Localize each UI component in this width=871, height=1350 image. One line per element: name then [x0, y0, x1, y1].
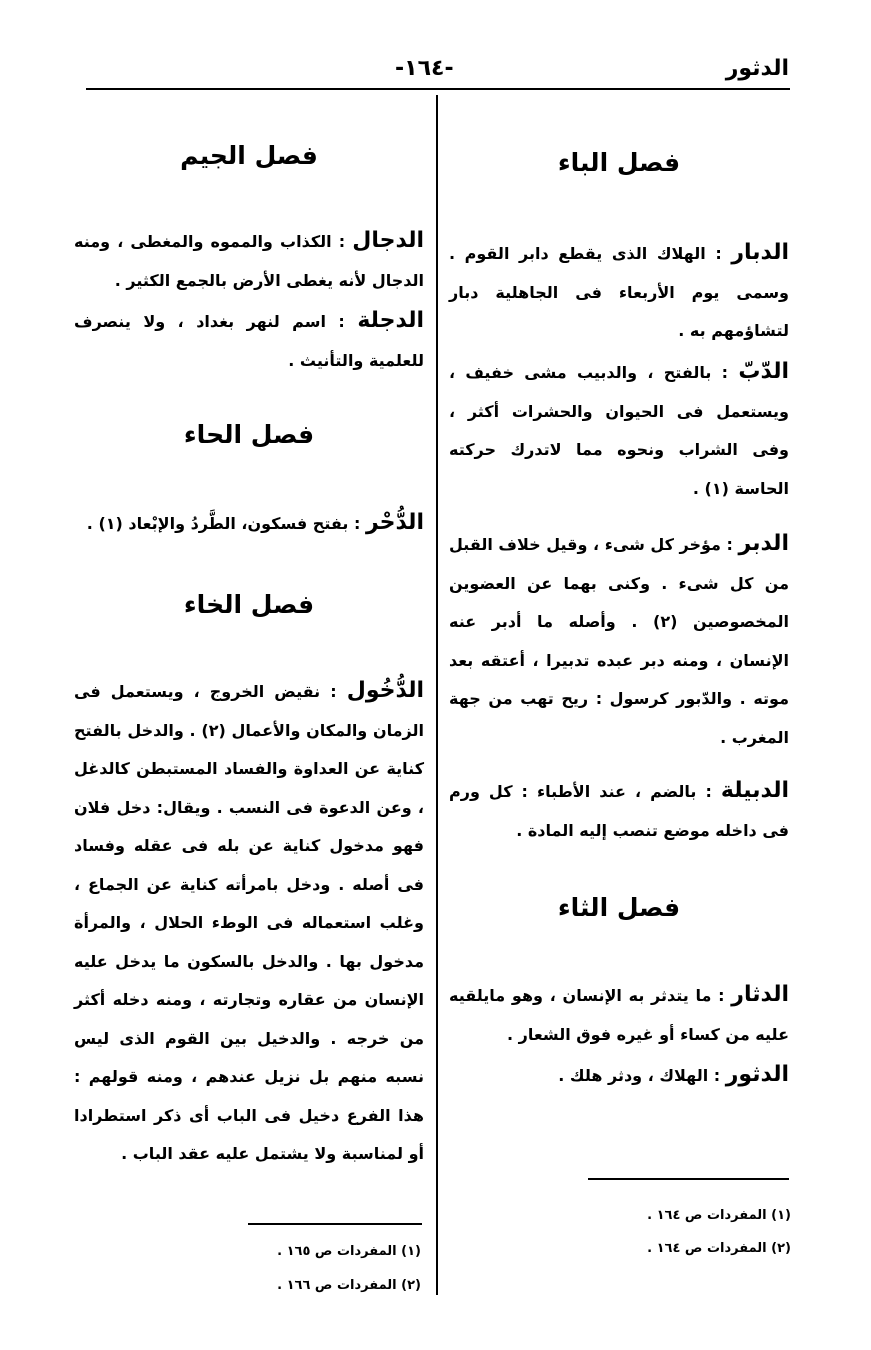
entry-dukhul: الدُّخُول : نقيض الخروج ، ويستعمل فى الزمان والمكان والأعمال (٢) . والدخل بالفتح كناية عن العداوة والفساد المستبطن كالدغل ، وعن الدعوة فى النسب . ويقال: دخل فلان فهو مدخول كناية عن بله فى عقله وفساد فى أصله . ودخل بامرأته كناية عن الجماع ، وغلب استعماله فى الوطء الحلال ، والمرأة مدخول بها . والدخل بالسكون ما يدخل عليه الإنسان من عقاره وتجارته ، ومنه دخله أكثر من خرجه . والدخيل بين القوم الذى ليس نسبه منهم بل نزيل عندهم ، ومنه قولهم : هذا الفرع دخيل فى الباب أى ذكر استطرادا أو لمناسبة ولا يشتمل عليه عقد الباب . — [74, 678, 424, 1163]
column-divider — [436, 95, 438, 1295]
entry-dajjal: الدجال : الكذاب والمموه والمغطى ، ومنه الدجال لأنه يغطى الأرض بالجمع الكثير . — [74, 228, 424, 290]
headword: الدثار — [731, 982, 789, 1007]
entry-dubur: الدبر : مؤخر كل شىء ، وقيل خلاف القبل من كل شىء . وكنى بهما عن العضوين المخصوصين (٢) . وأصله ما أدبر عنه الإنسان ، ومنه دبر عبده تدبيرا ، أعتقه بعد موته . والدّبور كرسول : ريح تهب من جهة المغرب . — [449, 531, 789, 747]
footnote-left-2: (٢) المفردات ص ١٦٦ . — [277, 1278, 421, 1293]
headword: الدبيلة — [720, 778, 789, 803]
headword: الدُّخُول — [346, 678, 424, 703]
entry-dithar: الدثار : ما يتدثر به الإنسان ، وهو مايلقيه عليه من كساء أو غيره فوق الشعار . — [449, 982, 789, 1044]
entry-dabb: الدّبّ : بالفتح ، والدبيب مشى خفيف ، ويستعمل فى الحيوان والحشرات أكثر ، وفى الشراب ونحوه مما لاتدرك حركته الحاسة (١) . — [449, 359, 789, 498]
section-title-baa: فصل الباء — [557, 148, 681, 177]
page-number: -١٦٤- — [395, 56, 454, 81]
footnote-rule-left — [248, 1223, 422, 1225]
headword: الدبار — [731, 240, 790, 265]
footnote-left-1: (١) المفردات ص ١٦٥ . — [277, 1244, 421, 1259]
entry-dibar: الدبار : الهلاك الذى يقطع دابر القوم . وسمى يوم الأربعاء فى الجاهلية دبار لتشاؤمهم به . — [449, 240, 790, 340]
headword: الدجال — [352, 228, 424, 253]
section-title-thaa: فصل الثاء — [557, 893, 681, 922]
entry-dijla: الدجلة : اسم لنهر بغداد ، ولا ينصرف للعلمية والتأنيث . — [74, 308, 424, 370]
headword: الدبر — [738, 531, 789, 556]
entry-dahr: الدُّحْر : بفتح فسكون، الطَّردُ والإبْعاد (١) . — [86, 510, 424, 535]
definition: الكذاب والمموه والمغطى ، ومنه الدجال لأنه يغطى الأرض بالجمع الكثير . — [74, 232, 424, 290]
definition: مؤخر كل شىء ، وقيل خلاف القبل من كل شىء . وكنى بهما عن العضوين المخصوصين (٢) . وأصله ما أدبر عنه الإنسان ، ومنه دبر عبده تدبيرا ، أعتقه بعد موته . والدّبور كرسول : ريح تهب من جهة المغرب . — [449, 535, 789, 747]
definition: اسم لنهر بغداد ، ولا ينصرف للعلمية والتأنيث . — [74, 312, 424, 370]
section-title-haa: فصل الحاء — [183, 420, 315, 449]
definition: ما يتدثر به الإنسان ، وهو مايلقيه عليه من كساء أو غيره فوق الشعار . — [449, 986, 789, 1044]
definition: بفتح فسكون، الطَّردُ والإبْعاد (١) . — [86, 514, 349, 533]
headword: الدثور — [725, 1062, 789, 1087]
footnote-right-2: (٢) المفردات ص ١٦٤ . — [647, 1241, 791, 1256]
definition: بالضم ، عند الأطباء : كل ورم فى داخله موضع تنصب إليه المادة . — [449, 782, 789, 840]
definition: بالفتح ، والدبيب مشى خفيف ، ويستعمل فى الحيوان والحشرات أكثر ، وفى الشراب ونحوه مما لاتدرك حركته الحاسة (١) . — [449, 363, 789, 498]
headword: الدّبّ — [738, 359, 789, 384]
header-rule — [86, 88, 790, 90]
entry-dubayla: الدبيلة : بالضم ، عند الأطباء : كل ورم فى داخله موضع تنصب إليه المادة . — [449, 778, 789, 840]
definition: نقيض الخروج ، ويستعمل فى الزمان والمكان والأعمال (٢) . والدخل بالفتح كناية عن العداوة والفساد المستبطن كالدغل ، وعن الدعوة فى النسب . ويقال: دخل فلان فهو مدخول كناية عن بله فى عقله وفساد فى أصله . ودخل بامرأته كناية عن الجماع ، وغلب استعماله فى الوطء الحلال ، والمرأة مدخول بها . والدخل بالسكون ما يدخل عليه الإنسان من عقاره وتجارته ، ومنه دخله أكثر من خرجه . والدخيل بين القوم الذى ليس نسبه منهم بل نزيل عندهم ، ومنه قولهم : هذا الفرع دخيل فى الباب أى ذكر استطرادا أو لمناسبة ولا يشتمل عليه عقد الباب . — [74, 682, 424, 1163]
running-head: الدثور — [725, 56, 789, 81]
footnote-right-1: (١) المفردات ص ١٦٤ . — [647, 1208, 791, 1223]
footnote-rule-right — [588, 1178, 789, 1180]
definition: الهلاك الذى يقطع دابر القوم . وسمى يوم الأربعاء فى الجاهلية دبار لتشاؤمهم به . — [449, 244, 789, 340]
headword: الدجلة — [357, 308, 424, 333]
section-title-jeem: فصل الجيم — [180, 141, 318, 170]
headword: الدُّحْر — [365, 510, 424, 535]
definition: الهلاك ، ودثر هلك . — [558, 1066, 709, 1085]
entry-duthur: الدثور : الهلاك ، ودثر هلك . — [558, 1062, 789, 1087]
section-title-khaa: فصل الخاء — [183, 590, 315, 619]
